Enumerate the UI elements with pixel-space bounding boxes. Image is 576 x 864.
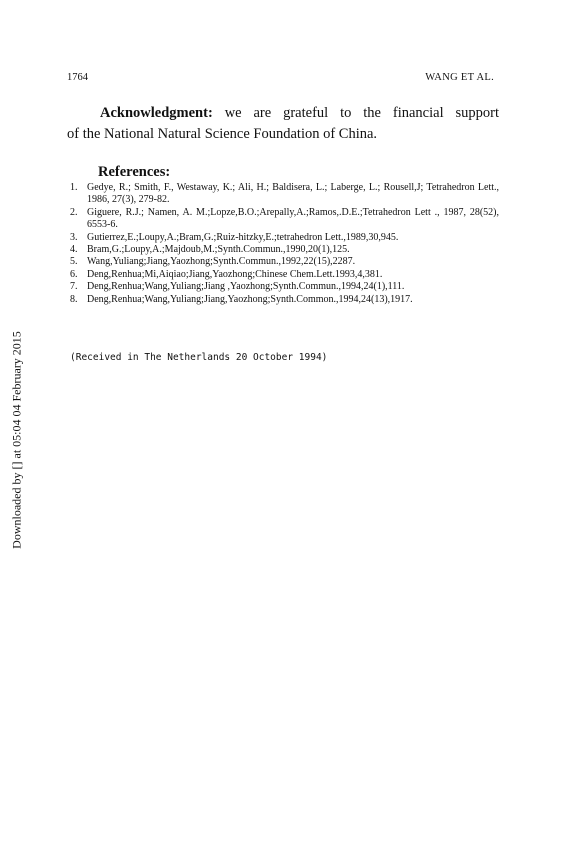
reference-item-2: [67, 207, 499, 232]
received-note: (Received in The Netherlands 20 October 1994): [70, 352, 328, 363]
reference-text: Gedye, R.; Smith, F., Westaway, K.; Ali, H.; Baldisera, L.; Laberge, L.; Rousell,J; Tetrahedron Lett., 1986, 27(3), 279-82.: [87, 182, 499, 206]
running-head: WANG ET AL.: [425, 72, 494, 83]
acknowledgment-heading: Acknowledgment:: [100, 105, 213, 121]
acknowledgment-line-1: [67, 103, 499, 124]
reference-item-3: [67, 232, 499, 244]
acknowledgment-paragraph: [67, 103, 499, 145]
reference-text: Bram,G.;Loupy,A.;Majdoub,M.;Synth.Commun.,1990,20(1),125.: [87, 244, 350, 256]
acknowledgment-text-1: we are grateful to the financial support: [224, 105, 499, 121]
reference-number: 3.: [70, 231, 78, 243]
reference-item-6: [67, 269, 499, 281]
reference-number: 4.: [70, 244, 78, 256]
reference-text: Deng,Renhua;Wang,Yuliang;Jiang,Yaozhong;Synth.Common.,1994,24(13),1917.: [87, 293, 413, 305]
download-watermark: Downloaded by [] at 05:04 04 February 2015: [9, 331, 24, 549]
reference-text: Giguere, R.J.; Namen, A. M.;Lopze,B.O.;Arepally,A.;Ramos,.D.E.;Tetrahedron Lett ., 1987, 28(52), 6553-6.: [87, 206, 499, 231]
acknowledgment-text-2: of the National Natural Science Foundation of China.: [67, 126, 378, 142]
reference-item-5: [67, 256, 499, 268]
reference-text: Deng,Renhua;Mi,Aiqiao;Jiang,Yaozhong;Chinese Chem.Lett.1993,4,381.: [87, 268, 383, 280]
references-heading: References:: [98, 164, 171, 180]
reference-item-4: [67, 244, 499, 256]
reference-text: Deng,Renhua;Wang,Yuliang;Jiang ,Yaozhong;Synth.Commun.,1994,24(1),111.: [87, 281, 405, 293]
reference-number: 1.: [70, 182, 78, 193]
page-number: 1764: [67, 72, 88, 83]
reference-number: 6.: [70, 268, 78, 280]
reference-list: [67, 182, 499, 306]
reference-number: 8.: [70, 293, 78, 305]
reference-item-1: [67, 182, 499, 207]
reference-item-7: [67, 281, 499, 293]
reference-number: 7.: [70, 281, 78, 293]
reference-number: 2.: [70, 206, 78, 218]
reference-number: 5.: [70, 256, 78, 268]
reference-item-8: [67, 294, 499, 306]
reference-text: Gutierrez,E.;Loupy,A.;Bram,G.;Ruiz-hitzky,E.;tetrahedron Lett.,1989,30,945.: [87, 231, 399, 243]
reference-text: Wang,Yuliang;Jiang,Yaozhong;Synth.Commun.,1992,22(15),2287.: [87, 256, 356, 268]
